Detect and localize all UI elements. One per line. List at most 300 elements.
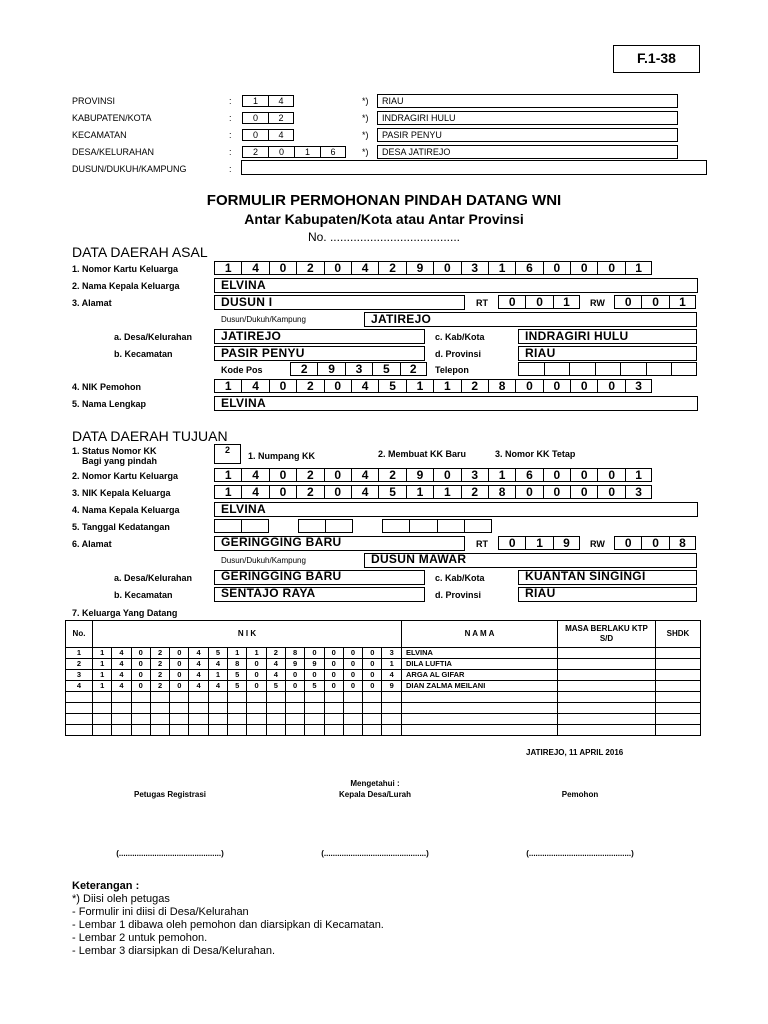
digit-box [298, 519, 325, 533]
row-nik-digit [208, 725, 227, 736]
digit-box: 4 [351, 261, 378, 275]
row-nik-digit [189, 714, 208, 725]
digit-box: 0 [543, 379, 570, 393]
row-nik-digit [382, 725, 402, 736]
row-nik-digit: 1 [247, 648, 266, 659]
mengetahui-label: Mengetahui : [350, 779, 400, 788]
tujuan-kk-label: 2. Nomor Kartu Keluarga [72, 471, 179, 481]
row-nik-digit [363, 692, 382, 703]
row-nik-digit [247, 692, 266, 703]
tujuan-kab-label: c. Kab/Kota [435, 573, 485, 583]
digit-box: 0 [614, 295, 641, 309]
row-nik-digit: 4 [189, 648, 208, 659]
row-nik-digit: 1 [93, 648, 112, 659]
digit-box [646, 362, 672, 376]
digit-box: 2 [378, 468, 405, 482]
tujuan-rt [498, 536, 580, 550]
digit-box: 8 [488, 379, 515, 393]
digit-box: 0 [543, 468, 570, 482]
region-star: *) [362, 96, 369, 106]
digit-box: 0 [543, 261, 570, 275]
digit-box: 3 [625, 379, 652, 393]
row-nik-digit: 1 [93, 670, 112, 681]
row-masa-berlaku [557, 703, 655, 714]
note-3: - Lembar 1 dibawa oleh pemohon dan diarsipkan di Kecamatan. [72, 919, 384, 931]
row-nik-digit: 1 [93, 659, 112, 670]
row-nik-digit: 0 [247, 670, 266, 681]
region-code-digit: 0 [268, 146, 294, 158]
asal-nik-label: 4. NIK Pemohon [72, 382, 142, 392]
region-code-digit: 0 [242, 129, 268, 141]
tujuan-dusun-value: DUSUN MAWAR [371, 552, 467, 566]
region-colon: : [229, 164, 232, 174]
tujuan-alamat-label: 6. Alamat [72, 539, 112, 549]
row-no [66, 714, 93, 725]
row-nama: ARGA AL GIFAR [401, 670, 557, 681]
digit-box: 1 [406, 379, 433, 393]
digit-box: 0 [570, 261, 597, 275]
row-nama [401, 725, 557, 736]
digit-box: 1 [625, 468, 652, 482]
row-nik-digit [324, 725, 343, 736]
row-shdk [655, 681, 700, 692]
tujuan-kab-value: KUANTAN SINGINGI [525, 569, 646, 583]
row-nik-digit [228, 725, 247, 736]
asal-dusun-label: Dusun/Dukuh/Kampung [221, 315, 306, 324]
asal-desa-value: JATIREJO [221, 329, 282, 343]
region-code [242, 146, 346, 158]
row-nik-digit [93, 703, 112, 714]
asal-alamat-label: 3. Alamat [72, 298, 112, 308]
tujuan-desa-label: a. Desa/Kelurahan [114, 573, 193, 583]
row-nik-digit: 0 [324, 648, 343, 659]
asal-kab-label: c. Kab/Kota [435, 332, 485, 342]
region-label: KECAMATAN [72, 130, 127, 140]
row-nik-digit: 4 [189, 681, 208, 692]
asal-kepala-box [214, 278, 698, 293]
digit-box [620, 362, 646, 376]
tujuan-kepala-value: ELVINA [221, 502, 266, 516]
tujuan-tanggal-year [382, 519, 492, 533]
digit-box: 0 [570, 468, 597, 482]
asal-nama-box [214, 396, 698, 411]
region-colon: : [229, 96, 232, 106]
row-nik-digit [93, 692, 112, 703]
region-code-digit: 1 [242, 95, 268, 107]
region-code [242, 129, 294, 141]
digit-box: 0 [269, 261, 296, 275]
row-nik-digit [305, 725, 324, 736]
row-nik-digit [382, 703, 402, 714]
row-nik-digit: 2 [266, 648, 285, 659]
table-row [66, 681, 701, 692]
row-nik-digit: 1 [93, 681, 112, 692]
digit-box: 4 [351, 468, 378, 482]
row-nik-digit [93, 725, 112, 736]
tujuan-status-value: 2 [224, 445, 230, 455]
region-name: INDRAGIRI HULU [382, 113, 456, 123]
row-nik-digit: 1 [382, 659, 402, 670]
row-nik-digit [112, 714, 131, 725]
row-nik-digit [343, 703, 362, 714]
row-nik-digit [170, 714, 189, 725]
row-nik-digit [208, 703, 227, 714]
row-no: 4 [66, 681, 93, 692]
row-nik-digit: 9 [305, 659, 324, 670]
row-nik-digit [208, 714, 227, 725]
region-code-digit: 4 [268, 95, 294, 107]
digit-box [382, 519, 409, 533]
asal-kk-label: 1. Nomor Kartu Keluarga [72, 264, 179, 274]
asal-kepala-label: 2. Nama Kepala Keluarga [72, 281, 180, 291]
region-code-digit: 4 [268, 129, 294, 141]
row-nik-digit [112, 692, 131, 703]
digit-box: 2 [290, 362, 317, 376]
row-no: 2 [66, 659, 93, 670]
row-nik-digit: 0 [343, 648, 362, 659]
row-nik-digit: 0 [363, 659, 382, 670]
place-date: JATIREJO, 11 APRIL 2016 [526, 748, 624, 757]
digit-box: 2 [296, 485, 323, 499]
table-row [66, 692, 701, 703]
digit-box: 8 [669, 536, 696, 550]
asal-kec-label: b. Kecamatan [114, 349, 173, 359]
row-nik-digit: 4 [382, 670, 402, 681]
pemohon-label: Pemohon [561, 790, 599, 799]
digit-box: 0 [525, 295, 552, 309]
row-nik-digit: 0 [324, 670, 343, 681]
digit-box [595, 362, 621, 376]
tujuan-alamat-value: GERINGGING BARU [221, 535, 342, 549]
asal-dusun-value: JATIREJO [371, 312, 432, 326]
digit-box: 0 [324, 485, 351, 499]
row-nik-digit [228, 703, 247, 714]
row-nik-digit: 9 [382, 681, 402, 692]
row-nik-digit [285, 725, 304, 736]
asal-kodepos-label: Kode Pos [221, 365, 263, 375]
region-label: KABUPATEN/KOTA [72, 113, 152, 123]
digit-box: 0 [570, 485, 597, 499]
tujuan-status-label: 1. Status Nomor KK [72, 446, 157, 456]
row-nik-digit [228, 714, 247, 725]
region-star: *) [362, 130, 369, 140]
row-nik-digit [150, 725, 169, 736]
header-no: No. [66, 621, 93, 648]
asal-heading: DATA DAERAH ASAL [72, 244, 208, 260]
digit-box: 2 [296, 468, 323, 482]
digit-box [325, 519, 352, 533]
digit-box: 0 [543, 485, 570, 499]
region-code [242, 112, 294, 124]
row-nik-digit [150, 714, 169, 725]
digit-box: 1 [488, 261, 515, 275]
digit-box: 0 [597, 468, 624, 482]
row-shdk [655, 725, 700, 736]
row-shdk [655, 670, 700, 681]
region-colon: : [229, 147, 232, 157]
row-nik-digit [382, 714, 402, 725]
digit-box: 0 [498, 295, 525, 309]
digit-box [241, 519, 268, 533]
table-row [66, 714, 701, 725]
row-nik-digit: 5 [208, 648, 227, 659]
asal-alamat-value: DUSUN I [221, 295, 273, 309]
tujuan-opt1: 1. Numpang KK [248, 451, 316, 461]
region-colon: : [229, 113, 232, 123]
tujuan-nik-number [214, 485, 652, 499]
row-nik-digit: 4 [208, 681, 227, 692]
note-1: *) Diisi oleh petugas [72, 893, 170, 905]
row-nik-digit [266, 692, 285, 703]
digit-box: 1 [553, 295, 580, 309]
asal-rt-label: RT [476, 298, 488, 308]
row-nik-digit [247, 725, 266, 736]
row-nik-digit [343, 692, 362, 703]
asal-rt [498, 295, 580, 309]
digit-box: 5 [378, 379, 405, 393]
digit-box [214, 519, 241, 533]
region-label: PROVINSI [72, 96, 116, 106]
tujuan-opt2: 2. Membuat KK Baru [378, 449, 467, 459]
form-subtitle: Antar Kabupaten/Kota atau Antar Provinsi [244, 211, 524, 227]
row-nik-digit: 0 [131, 670, 150, 681]
note-2: - Formulir ini diisi di Desa/Kelurahan [72, 906, 249, 918]
asal-telepon [518, 362, 697, 376]
row-nik-digit [170, 725, 189, 736]
tujuan-tanggal-day [214, 519, 269, 533]
row-nik-digit: 0 [170, 648, 189, 659]
tujuan-opt3: 3. Nomor KK Tetap [495, 449, 576, 459]
asal-nama-label: 5. Nama Lengkap [72, 399, 147, 409]
digit-box: 0 [324, 379, 351, 393]
row-nik-digit [343, 725, 362, 736]
region-name-box [241, 160, 707, 175]
row-nik-digit: 4 [266, 670, 285, 681]
digit-box: 5 [378, 485, 405, 499]
row-nik-digit [131, 703, 150, 714]
region-star: *) [362, 113, 369, 123]
digit-box: 2 [461, 379, 488, 393]
table-row [66, 670, 701, 681]
header-nama: N A M A [401, 621, 557, 648]
row-nama: DIAN ZALMA MEILANI [401, 681, 557, 692]
digit-box: 0 [324, 261, 351, 275]
region-colon: : [229, 130, 232, 140]
row-shdk [655, 714, 700, 725]
row-shdk [655, 648, 700, 659]
row-nik-digit [170, 692, 189, 703]
row-nik-digit [305, 703, 324, 714]
header-masa-berlaku: MASA BERLAKU KTP S/D [557, 621, 655, 648]
row-nik-digit: 4 [112, 681, 131, 692]
digit-box: 0 [269, 379, 296, 393]
digit-box: 3 [345, 362, 372, 376]
region-name: PASIR PENYU [382, 130, 442, 140]
row-nik-digit: 2 [150, 648, 169, 659]
region-code-digit: 1 [294, 146, 320, 158]
digit-box: 1 [625, 261, 652, 275]
table-row [66, 725, 701, 736]
row-nik-digit [363, 725, 382, 736]
row-nik-digit [112, 703, 131, 714]
row-no [66, 692, 93, 703]
digit-box: 4 [241, 485, 268, 499]
digit-box: 5 [372, 362, 399, 376]
row-nik-digit [189, 692, 208, 703]
row-nik-digit [266, 714, 285, 725]
row-nik-digit: 5 [266, 681, 285, 692]
row-nik-digit [131, 725, 150, 736]
row-nik-digit [150, 692, 169, 703]
digit-box [464, 519, 491, 533]
digit-box: 6 [515, 261, 542, 275]
digit-box: 0 [433, 468, 460, 482]
digit-box: 1 [433, 379, 460, 393]
notes-title: Keterangan : [72, 880, 140, 892]
asal-prov-label: d. Provinsi [435, 349, 482, 359]
row-nik-digit: 0 [305, 648, 324, 659]
table-row [66, 703, 701, 714]
form-code: F.1-38 [637, 50, 676, 66]
digit-box: 2 [461, 485, 488, 499]
keluarga-table [65, 620, 701, 736]
row-nik-digit: 0 [343, 659, 362, 670]
row-shdk [655, 692, 700, 703]
row-nik-digit [285, 703, 304, 714]
digit-box: 0 [570, 379, 597, 393]
tujuan-heading: DATA DAERAH TUJUAN [72, 428, 228, 444]
region-code-digit: 0 [242, 112, 268, 124]
digit-box: 0 [597, 485, 624, 499]
row-nama: DILA LUFTIA [401, 659, 557, 670]
region-star: *) [362, 147, 369, 157]
digit-box: 0 [269, 485, 296, 499]
digit-box: 6 [515, 468, 542, 482]
row-nama [401, 692, 557, 703]
row-nik-digit: 4 [189, 659, 208, 670]
row-nik-digit: 8 [285, 648, 304, 659]
row-nik-digit: 0 [170, 670, 189, 681]
row-masa-berlaku [557, 659, 655, 670]
form-title: FORMULIR PERMOHONAN PINDAH DATANG WNI [206, 192, 562, 209]
asal-kec-value: PASIR PENYU [221, 346, 305, 360]
row-nik-digit: 0 [343, 670, 362, 681]
row-nik-digit: 3 [382, 648, 402, 659]
region-label: DUSUN/DUKUH/KAMPUNG [72, 164, 187, 174]
row-nama: ELVINA [401, 648, 557, 659]
row-masa-berlaku [557, 714, 655, 725]
row-nik-digit [266, 725, 285, 736]
tujuan-rt-label: RT [476, 539, 488, 549]
row-nik-digit: 4 [208, 659, 227, 670]
row-nik-digit [170, 703, 189, 714]
row-nik-digit [208, 692, 227, 703]
digit-box: 9 [406, 261, 433, 275]
digit-box: 1 [525, 536, 552, 550]
row-nik-digit: 0 [285, 681, 304, 692]
digit-box: 4 [241, 468, 268, 482]
row-nik-digit: 0 [363, 670, 382, 681]
row-nik-digit: 0 [363, 648, 382, 659]
row-nik-digit: 0 [363, 681, 382, 692]
digit-box: 0 [498, 536, 525, 550]
row-nik-digit: 0 [131, 648, 150, 659]
row-nik-digit [382, 692, 402, 703]
kepala-desa-signature-line: (..............................................) [321, 849, 429, 858]
digit-box [569, 362, 595, 376]
digit-box: 1 [406, 485, 433, 499]
digit-box: 1 [214, 468, 241, 482]
table-header-row [66, 621, 701, 648]
tujuan-status-sublabel: Bagi yang pindah [82, 456, 158, 466]
row-nik-digit [189, 725, 208, 736]
row-nik-digit: 0 [247, 681, 266, 692]
tujuan-kepala-box [214, 502, 698, 517]
table-row [66, 648, 701, 659]
digit-box: 1 [669, 295, 696, 309]
row-nik-digit [343, 714, 362, 725]
row-nik-digit: 9 [285, 659, 304, 670]
row-nik-digit [247, 703, 266, 714]
row-nik-digit [150, 703, 169, 714]
asal-kk-number [214, 261, 652, 275]
digit-box: 4 [241, 379, 268, 393]
row-nik-digit [131, 714, 150, 725]
digit-box [671, 362, 697, 376]
pemohon-signature-line: (..............................................) [526, 849, 634, 858]
digit-box: 1 [433, 485, 460, 499]
row-nama [401, 703, 557, 714]
digit-box: 2 [296, 379, 323, 393]
note-5: - Lembar 3 diarsipkan di Desa/Kelurahan. [72, 945, 276, 957]
row-nik-digit: 0 [324, 681, 343, 692]
petugas-label: Petugas Registrasi [133, 790, 207, 799]
digit-box: 0 [324, 468, 351, 482]
digit-box: 1 [214, 485, 241, 499]
row-nik-digit [131, 692, 150, 703]
region-code-digit: 2 [268, 112, 294, 124]
digit-box: 9 [317, 362, 344, 376]
row-no: 1 [66, 648, 93, 659]
row-nik-digit [324, 703, 343, 714]
digit-box: 4 [351, 485, 378, 499]
kepala-desa-label: Kepala Desa/Lurah [338, 790, 412, 799]
row-no: 3 [66, 670, 93, 681]
region-code-digit: 6 [320, 146, 346, 158]
asal-kepala-value: ELVINA [221, 278, 266, 292]
tujuan-tanggal-month [298, 519, 353, 533]
row-nik-digit: 1 [208, 670, 227, 681]
tujuan-prov-label: d. Provinsi [435, 590, 482, 600]
row-nik-digit [189, 703, 208, 714]
row-nik-digit [285, 714, 304, 725]
header-nik: N I K [93, 621, 402, 648]
tujuan-rw-label: RW [590, 539, 605, 549]
row-masa-berlaku [557, 692, 655, 703]
digit-box: 3 [461, 468, 488, 482]
tujuan-kk-number [214, 468, 652, 482]
asal-desa-label: a. Desa/Kelurahan [114, 332, 193, 342]
row-nik-digit: 5 [305, 681, 324, 692]
region-name: DESA JATIREJO [382, 147, 451, 157]
row-nik-digit: 4 [266, 659, 285, 670]
digit-box: 9 [406, 468, 433, 482]
digit-box: 2 [378, 261, 405, 275]
row-nik-digit: 0 [285, 670, 304, 681]
row-nik-digit: 2 [150, 659, 169, 670]
row-nik-digit [266, 703, 285, 714]
row-nik-digit: 0 [131, 681, 150, 692]
